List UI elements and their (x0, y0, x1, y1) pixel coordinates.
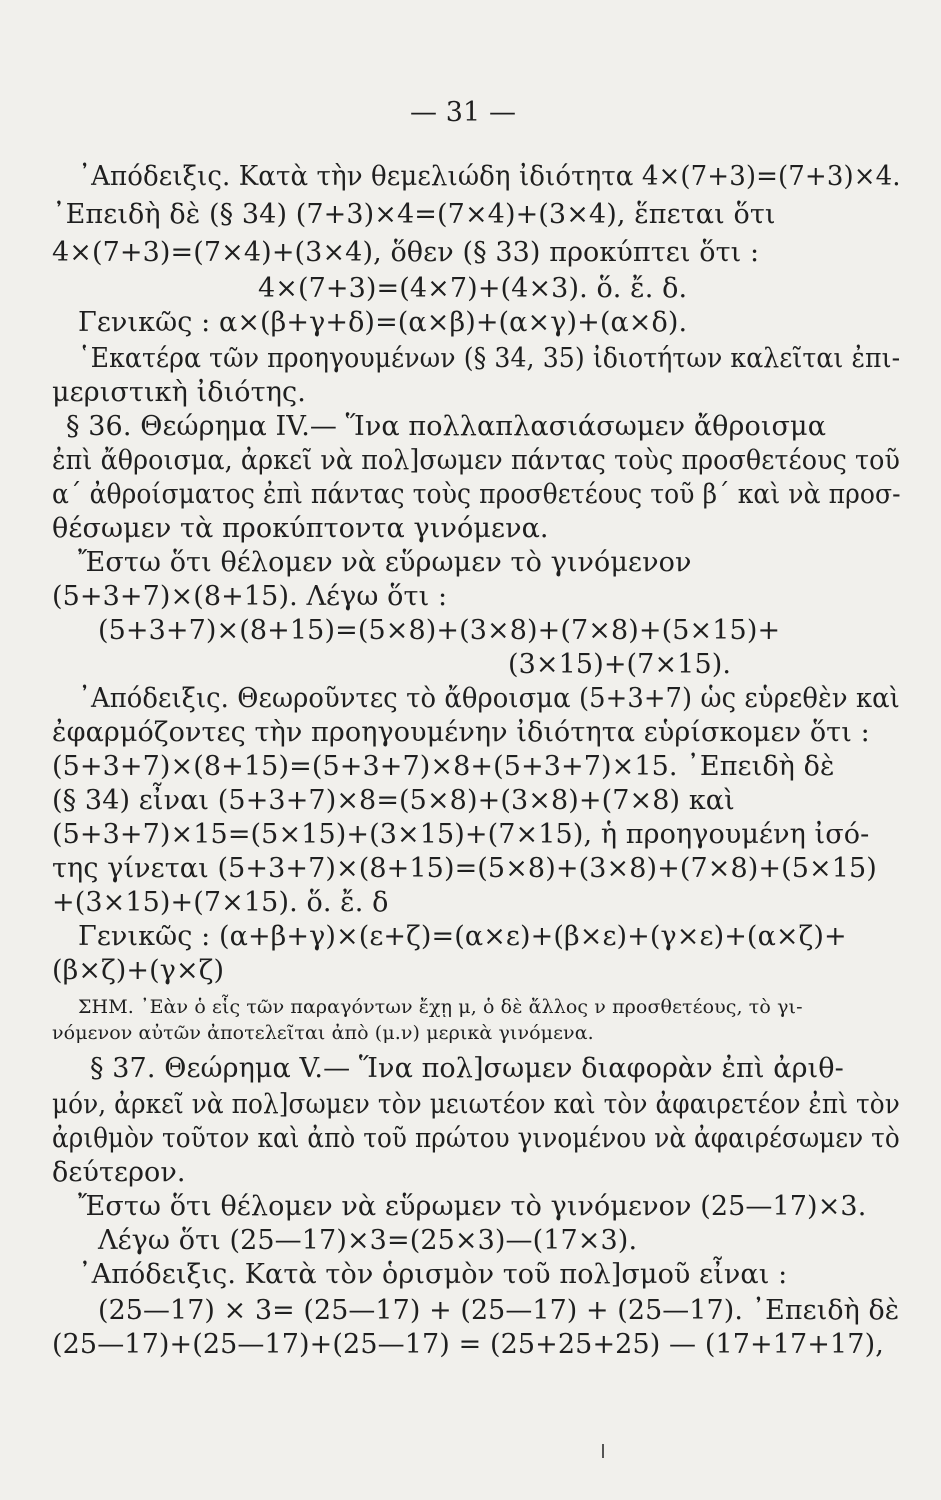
text-line-24: (β×ζ)+(γ×ζ) (52, 955, 225, 986)
text-line-22: +(3×15)+(7×15). ὅ. ἔ. δ (52, 887, 389, 918)
section-37-heading: § 37. Θεώρημα V.— Ἵνα πολ]σωμεν διαφορὰν ἐπὶ ἀριθ- (90, 1053, 844, 1084)
equation-line-15: (3×15)+(7×15). (508, 649, 732, 680)
text-line-5: Γενικῶς : α×(β+γ+δ)=(α×β)+(α×γ)+(α×δ). (78, 307, 688, 338)
text-line-35: (25—17)+(25—17)+(25—17) = (25+25+25) — (17+17+17), (52, 1329, 884, 1360)
text-line-6: ῾Εκατέρα τῶν προηγουμένων (§ 34, 35) ἰδιοτήτων καλεῖται ἐπι- (78, 343, 901, 374)
text-line-3: 4×(7+3)=(7×4)+(3×4), ὅθεν (§ 33) προκύπτει ὅτι : (52, 237, 760, 268)
text-line-10: α΄ ἀθροίσματος ἐπὶ πάντας τοὺς προσθετέους τοῦ β΄ καὶ νὰ προσ- (52, 479, 901, 510)
text-line-19: (§ 34) εἶναι (5+3+7)×8=(5×8)+(3×8)+(7×8) καὶ (52, 785, 735, 816)
text-line-17: ἐφαρμόζοντες τὴν προηγουμένην ἰδιότητα εὑρίσκομεν ὅτι : (52, 717, 870, 748)
section-36-heading: § 36. Θεώρημα IV.— Ἵνα πολλαπλασιάσωμεν ἄθροισμα (66, 411, 827, 442)
text-line-31: Ἔστω ὅτι θέλομεν νὰ εὕρωμεν τὸ γινόμενον (25—17)×3. (78, 1191, 867, 1222)
text-line-9: ἐπὶ ἄθροισμα, ἀρκεῖ νὰ πολ]σωμεν πάντας τοὺς προσθετέους τοῦ (52, 445, 900, 476)
equation-line-14: (5+3+7)×(8+15)=(5×8)+(3×8)+(7×8)+(5×15)+ (98, 615, 781, 646)
text-line-11: θέσωμεν τὰ προκύπτοντα γινόμενα. (52, 513, 549, 544)
text-line-34: (25—17) × 3= (25—17) + (25—17) + (25—17). ᾿Επειδὴ δὲ (98, 1295, 900, 1326)
page-number: — 31 — (410, 97, 517, 128)
text-line-1: ᾿Απόδειξις. Κατὰ τὴν θεμελιώδη ἰδιότητα 4×(7+3)=(7+3)×4. (78, 161, 901, 192)
text-line-29: ἀριθμὸν τοῦτον καὶ ἀπὸ τοῦ πρώτου γινομένου νὰ ἀφαιρέσωμεν τὸ (52, 1123, 900, 1154)
text-line-33: ᾿Απόδειξις. Κατὰ τὸν ὁρισμὸν τοῦ πολ]σμοῦ εἶναι : (78, 1259, 788, 1290)
text-line-12: Ἔστω ὅτι θέλομεν νὰ εὕρωμεν τὸ γινόμενον (78, 547, 692, 578)
text-line-13: (5+3+7)×(8+15). Λέγω ὅτι : (52, 581, 448, 612)
note-line-2: νόμενον αὐτῶν ἀποτελεῖται ἀπὸ (μ.ν) μερικὰ γινόμενα. (52, 1022, 594, 1044)
text-line-2: ᾿Επειδὴ δὲ (§ 34) (7+3)×4=(7×4)+(3×4), ἕπεται ὅτι (52, 199, 776, 230)
text-line-32: Λέγω ὅτι (25—17)×3=(25×3)—(17×3). (98, 1225, 638, 1256)
text-line-21: της γίνεται (5+3+7)×(8+15)=(5×8)+(3×8)+(7×8)+(5×15) (52, 853, 877, 884)
text-line-20: (5+3+7)×15=(5×15)+(3×15)+(7×15), ἡ προηγουμένη ἰσό- (52, 819, 870, 850)
note-line-1: ΣΗΜ. ᾿Εὰν ὁ εἷς τῶν παραγόντων ἔχῃ μ, ὁ δὲ ἄλλος ν προσθετέους, τὸ γι- (78, 996, 803, 1018)
text-line-30: δεύτερον. (52, 1157, 186, 1188)
text-line-28: μόν, ἀρκεῖ νὰ πολ]σωμεν τὸν μειωτέον καὶ τὸν ἀφαιρετέον ἐπὶ τὸν (52, 1089, 900, 1120)
stray-mark (602, 1444, 604, 1458)
text-line-18: (5+3+7)×(8+15)=(5+3+7)×8+(5+3+7)×15. ᾿Επειδὴ δὲ (52, 751, 835, 782)
text-line-23: Γενικῶς : (α+β+γ)×(ε+ζ)=(α×ε)+(β×ε)+(γ×ε)+(α×ζ)+ (78, 921, 847, 952)
text-line-7: μεριστικὴ ἰδιότης. (52, 377, 306, 408)
text-line-4: 4×(7+3)=(4×7)+(4×3). ὅ. ἔ. δ. (258, 273, 688, 304)
text-line-16: ᾿Απόδειξις. Θεωροῦντες τὸ ἄθροισμα (5+3+7) ὡς εὑρεθὲν καὶ (78, 683, 900, 714)
